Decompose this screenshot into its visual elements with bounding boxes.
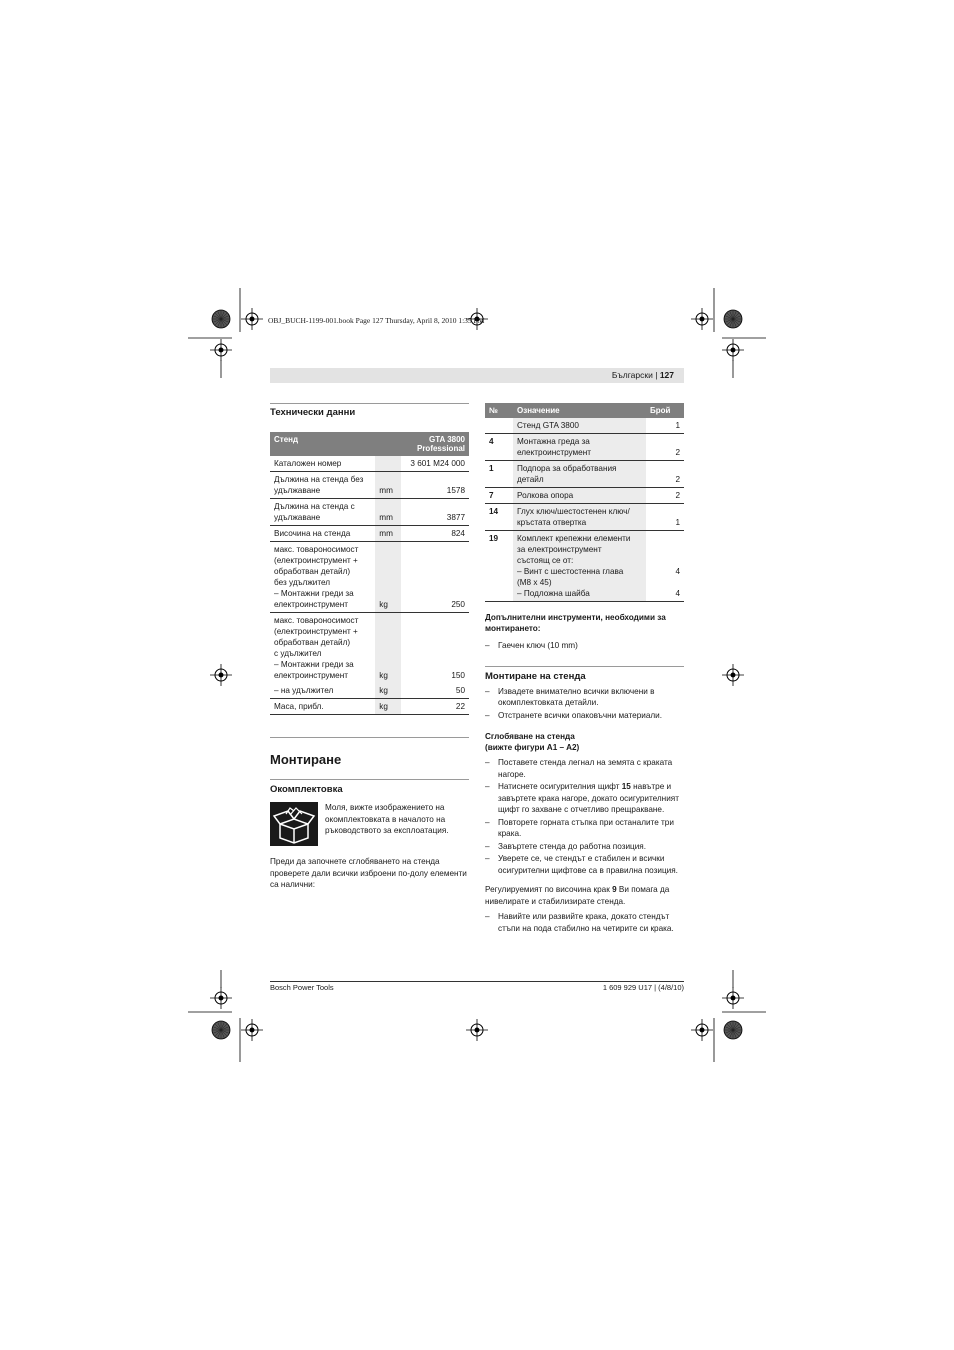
part-description: Ролкова опора [513, 488, 646, 504]
extra-tools-list [485, 640, 684, 652]
stand-mount-list [485, 686, 684, 722]
part-count: 1 [646, 504, 684, 531]
tech-col-stand: Стенд [270, 432, 375, 456]
list-item: – Навийте или развийте крака, докато стендът стъпи на пода стабилно на четирите си крака. [485, 911, 684, 934]
part-description: Подпора за обработвания детайл [513, 461, 646, 488]
leveling-text: Регулируемият по височина крак 9 Ви помага да нивелирате и стабилизирате стенда. [485, 885, 670, 906]
page-number: 127 [659, 370, 674, 380]
tech-value: 3877 [401, 499, 469, 526]
parts-table [485, 403, 684, 602]
tech-unit: kg [375, 699, 401, 715]
mounting-heading: Монтиране [270, 737, 469, 767]
tech-value: 22 [401, 699, 469, 715]
tech-value: 50 [401, 683, 469, 699]
part-number [485, 418, 513, 434]
parts-col-count: Брой [646, 403, 684, 418]
list-item: – Гаечен ключ (10 mm) [485, 640, 684, 652]
footer-doc-id: 1 609 929 U17 | (4/8/10) [602, 983, 684, 992]
tech-unit: kg [375, 683, 401, 699]
list-item: – Отстранете всички опаковъчни материали. [485, 710, 684, 722]
table-row [270, 683, 469, 699]
table-row [270, 472, 469, 499]
tech-table-header [270, 432, 469, 456]
tech-label: Маса, прибл. [270, 699, 375, 715]
table-row [485, 488, 684, 504]
tech-label: Височина на стенда [270, 526, 375, 542]
tech-value: 1578 [401, 472, 469, 499]
parts-col-desc: Означение [513, 403, 646, 418]
tech-label: – на удължител [270, 683, 375, 699]
part-count: 2 [646, 488, 684, 504]
tech-col-unit [375, 432, 401, 456]
table-row [270, 699, 469, 715]
tech-unit [375, 456, 401, 472]
tech-unit: kg [375, 542, 401, 613]
leveling-list [485, 911, 684, 934]
part-count: 2 [646, 461, 684, 488]
table-row [485, 434, 684, 461]
part-count: 1 [646, 418, 684, 434]
part-number: 7 [485, 488, 513, 504]
left-column [270, 403, 469, 891]
part-number: 1 [485, 461, 513, 488]
table-row [485, 461, 684, 488]
tech-value: 3 601 M24 000 [401, 456, 469, 472]
extra-tools-heading: Допълнителни инструменти, необходими за монтирането: [485, 613, 666, 633]
part-description: Стенд GTA 3800 [513, 418, 646, 434]
header-language: Български [611, 370, 653, 380]
table-row [485, 504, 684, 531]
tech-unit: kg [375, 613, 401, 684]
part-number: 19 [485, 531, 513, 602]
list-item: – Извадете внимателно всички включени в окомплектовката детайли. [485, 686, 684, 709]
parts-col-no: № [485, 403, 513, 418]
right-column [485, 403, 684, 935]
list-item: – Уверете се, че стендът е стабилен и всички осигурителни щифтове са в правилна позиция. [485, 853, 684, 876]
part-number: 4 [485, 434, 513, 461]
tech-label: Дължина на стенда с удължаване [270, 499, 375, 526]
table-row [270, 499, 469, 526]
tech-table-body [270, 456, 469, 715]
part-number: 14 [485, 504, 513, 531]
tech-data-heading: Технически данни [270, 403, 469, 418]
tech-label: Дължина на стенда без удължаване [270, 472, 375, 499]
tech-unit: mm [375, 499, 401, 526]
list-item: – Повторете горната стъпка при останалите три крака. [485, 817, 684, 840]
parts-table-body [485, 418, 684, 602]
open-box-icon [270, 802, 318, 846]
tech-value: 150 [451, 671, 465, 680]
assembly-heading: Сглобяване на стенда (вижте фигури A1 – A2) [485, 732, 580, 752]
tech-label: Каталожен номер [270, 456, 375, 472]
assembly-list [485, 757, 684, 876]
part-count: 2 [646, 434, 684, 461]
footer-rule [270, 981, 684, 982]
stand-mount-heading: Монтиране на стенда [485, 666, 684, 682]
tech-label: макс. товароносимост (електроинструмент + обработван детайл) без удължител – Монтажни греди за електроинструмент [270, 542, 375, 613]
kit-text: Преди да започнете сглобяването на стенда проверете дали всички изброени по-долу елементи са налични: [270, 857, 467, 889]
list-item: – Завъртете стенда до работна позиция. [485, 841, 684, 853]
footer-brand: Bosch Power Tools [270, 983, 334, 992]
tech-col-model: GTA 3800 Professional [401, 432, 469, 456]
tech-value: 824 [401, 526, 469, 542]
header-separator: | [655, 370, 658, 380]
table-row [270, 542, 469, 613]
list-item: – Поставете стенда легнал на земята с краката нагоре. [485, 757, 684, 780]
kit-note: Моля, вижте изображението на окомплектовката в началото на ръководството за експлоатация. [325, 803, 449, 835]
table-row [270, 456, 469, 472]
part-description: Глух ключ/шестостенен ключ/ кръстата отвертка [513, 504, 646, 531]
table-row [485, 531, 684, 602]
table-row [270, 613, 469, 684]
part-description: Монтажна греда за електроинструмент [513, 434, 646, 461]
kit-heading: Окомплектовка [270, 779, 469, 795]
tech-unit: mm [375, 472, 401, 499]
tech-data-table [270, 432, 469, 715]
table-row [485, 418, 684, 434]
part-count: 4 4 [646, 531, 684, 602]
tech-unit: mm [375, 526, 401, 542]
part-description: Комплект крепежни елементи за електроинструмент състоящ се от: – Винт с шестостенна глава (M8 x 45) – Подложна шайба [513, 531, 646, 602]
parts-table-header [485, 403, 684, 418]
tech-label: макс. товароносимост (електроинструмент + обработван детайл) с удължител – Монтажни греди за електроинструмент [274, 616, 359, 680]
table-row [270, 526, 469, 542]
tech-value: 250 [401, 542, 469, 613]
list-item: – Натиснете осигурителния щифт 15 навътре и завъртете крака нагоре, докато осигурителният щифт го захване с отчетливо прещракване. [485, 781, 684, 816]
print-slug: OBJ_BUCH-1199-001.book Page 127 Thursday, April 8, 2010 1:35 PM [268, 316, 485, 325]
page-header [270, 368, 684, 383]
